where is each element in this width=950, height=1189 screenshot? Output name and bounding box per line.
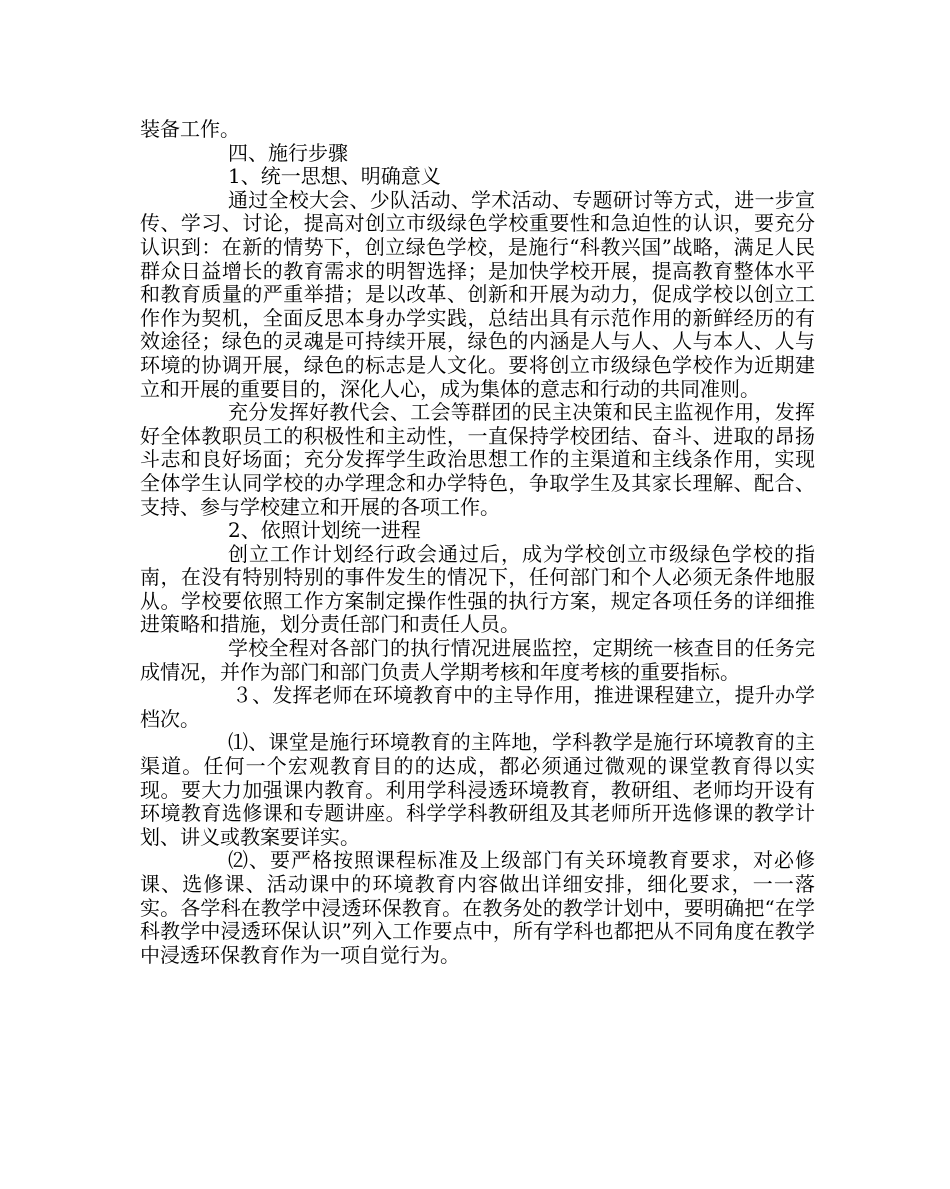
paragraph-classroom-main-position: ⑴、课堂是施行环境教育的主阵地，学科教学是施行环境教育的主渠道。任何一个宏观教育目的的达成，都必须通过微观的课堂教育得以实现。要大力加强课内教育。利用学科浸透环境教育，教研组、老师均开设有环境教育选修课和专题讲座。科学学科教研组及其老师所开选修课的教学计划、讲义或教案要详实。 <box>140 730 815 849</box>
subheading-teacher-role: ３、发挥老师在环境教育中的主导作用，推进课程建立，提升办学档次。 <box>140 683 815 731</box>
paragraph-continuation: 装备工作。 <box>140 117 240 141</box>
subheading-unify-thinking: 1、统一思想、明确意义 <box>228 164 441 189</box>
paragraph-work-plan: 创立工作计划经行政会通过后，成为学校创立市级绿色学校的指南，在没有特别特别的事件发生的情况下，任何部门和个人必须无条件地服从。学校要依照工作方案制定操作性强的执行方案，规定各项任务的详细推进策略和措施，划分责任部门和责任人员。 <box>140 541 815 637</box>
paragraph-awareness: 通过全校大会、少队活动、学术活动、专题研讨等方式，进一步宣传、学习、讨论，提高对创立市级绿色学校重要性和急迫性的认识，要充分认识到：在新的情势下，创立绿色学校，是施行“科教兴国”战略，满足人民群众日益增长的教育需求的明智选择；是加快学校开展，提高教育整体水平和教育质量的严重举措；是以改革、创新和开展为动力，促成学校以创立工作作为契机，全面反思本身办学实践，总结出具有示范作用的新鲜经历的有效途径；绿色的灵魂是可持续开展，绿色的内涵是人与人、人与本人、人与环境的协调开展，绿色的标志是人文化。要将创立市级绿色学校作为近期建立和开展的重要目的，深化人心，成为集体的意志和行动的共同准则。 <box>140 187 815 401</box>
paragraph-monitoring: 学校全程对各部门的执行情况进展监控，定期统一核查目的任务完成情况，并作为部门和部门负责人学期考核和年度考核的重要指标。 <box>140 636 815 684</box>
paragraph-democratic-role: 充分发挥好教代会、工会等群团的民主决策和民主监视作用，发挥好全体教职员工的积极性和主动性，一直保持学校团结、奋斗、进取的昂扬斗志和良好场面；充分发挥学生政治思想工作的主渠道和主线条作用，实现全体学生认同学校的办学理念和办学特色，争取学生及其家长理解、配合、支持、参与学校建立和开展的各项工作。 <box>140 400 815 519</box>
paragraph-curriculum-standards: ⑵、要严格按照课程标准及上级部门有关环境教育要求，对必修课、选修课、活动课中的环境教育内容做出详细安排，细化要求，一一落实。各学科在教学中浸透环保教育。在教务处的教学计划中，要明确把“在学科教学中浸透环保认识”列入工作要点中，所有学科也都把从不同角度在教学中浸透环保教育作为一项自觉行为。 <box>140 848 815 967</box>
document-body <box>140 118 815 967</box>
subheading-plan-progress: 2、依照计划统一进程 <box>228 518 421 543</box>
section-heading-implementation-steps: 四、施行步骤 <box>228 140 348 165</box>
